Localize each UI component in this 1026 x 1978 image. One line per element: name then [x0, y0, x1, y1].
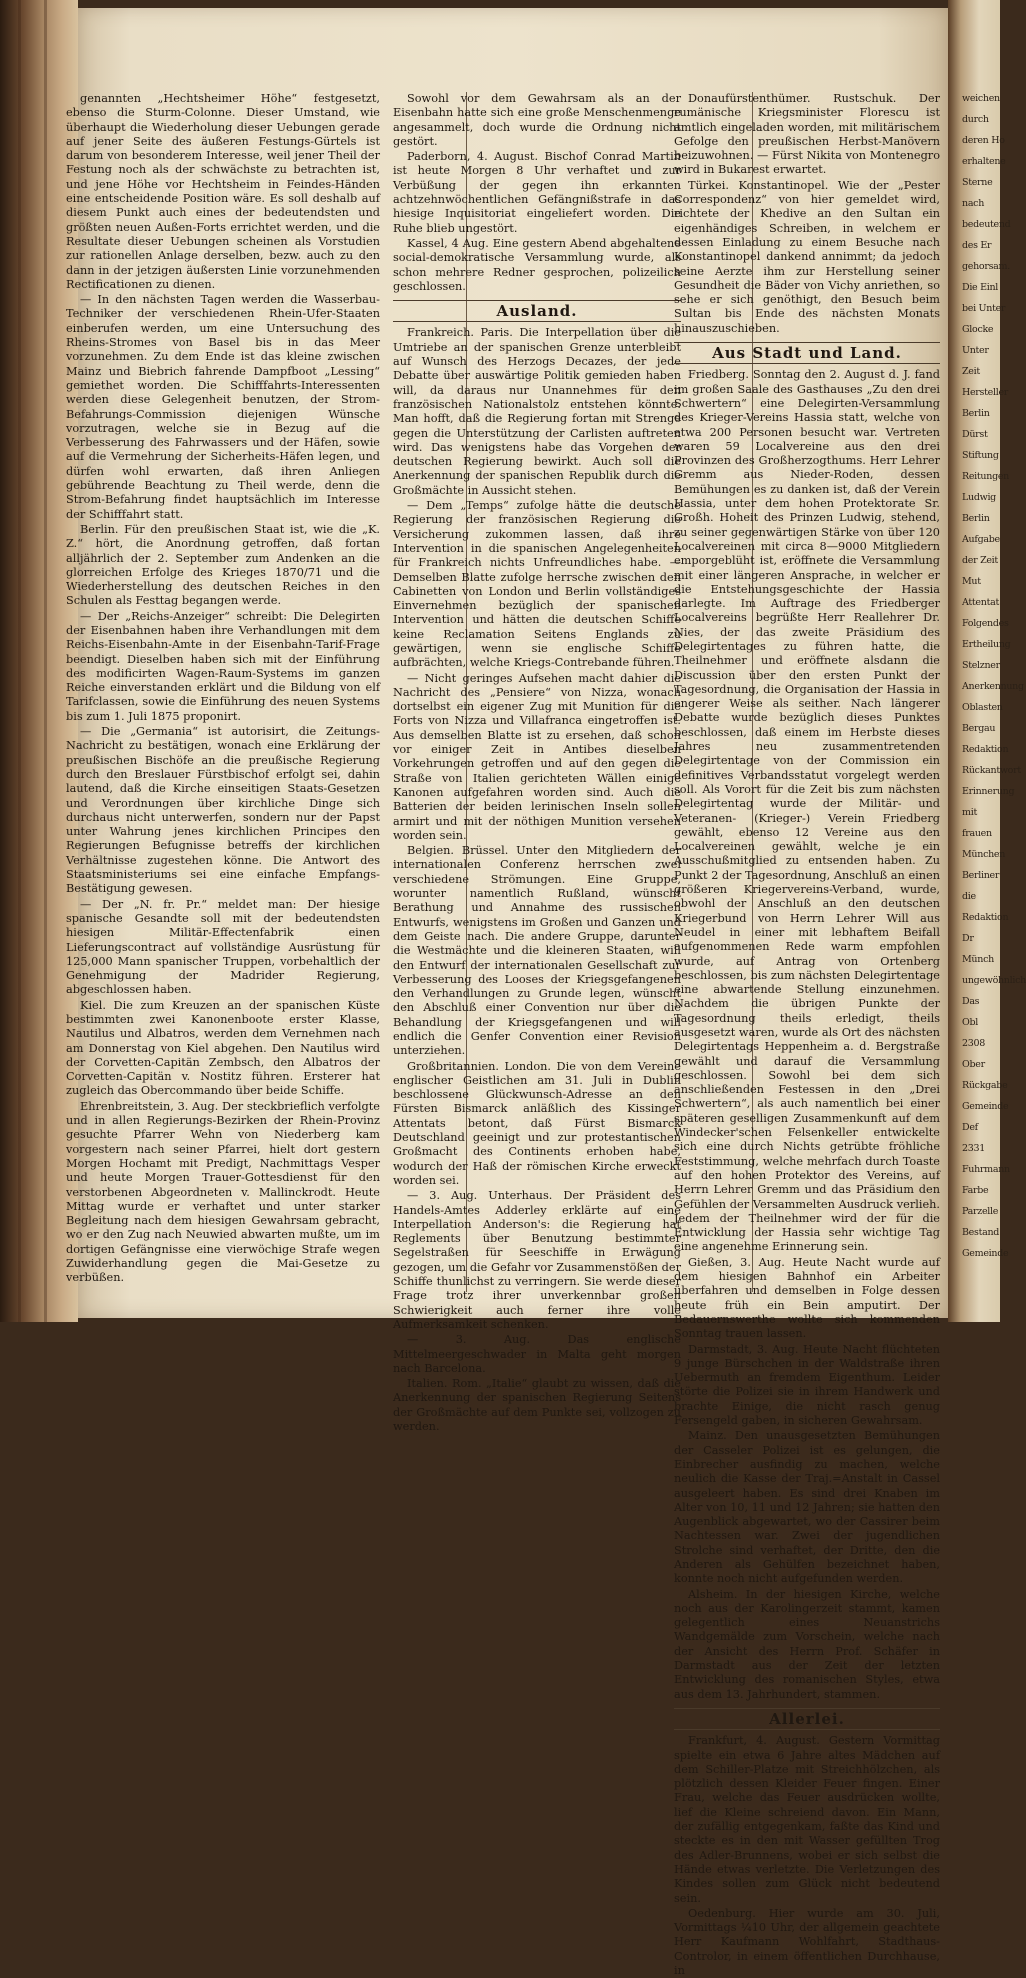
facing-page-fragment: Berliner	[962, 870, 1000, 881]
article-paragraph: genannten „Hechtsheimer Höhe“ festgesetzt, ebenso die Sturm-Colonne. Dieser Umstand, wie überhaupt die Wiederholung dieser Uebungen gerade auf jener Seite des äußeren Festungs-Gürtels ist darum von besonderem Interesse, weil jener Theil der Festung noch als der schwächste zu betrachten ist, und jene Höhe vor Hechtsheim in Feindes-Händen eine entscheidende Position wäre. Es soll deshalb auf diesem Punkt auch eines der bedeutendsten und größten neuen Außen-Forts errichtet werden, und die Resultate dieser Uebungen scheinen als Vorstudien zur rationellen Anlage derselben, bezw. auch zu den dann in der jetzigen äußersten Linie vorzunehmenden Rectificationen zu dienen.	[66, 92, 380, 291]
facing-page-fragment: Bestand	[962, 1227, 1000, 1238]
facing-page-fragment: Redaktion	[962, 912, 1009, 923]
facing-page-fragment: der Zeit	[962, 555, 998, 566]
facing-page-fragment: Dr	[962, 933, 974, 944]
facing-page-fragment: Hersteller	[962, 387, 1009, 398]
article-paragraph: Paderborn, 4. August. Bischof Conrad Martin ist heute Morgen 8 Uhr verhaftet und zur Verbüßung der gegen ihn erkannten achtzehnwöchentlichen Gefängnißstrafe in das hiesige Inquisitoriat eingeliefert worden. Die Ruhe blieb ungestört.	[393, 150, 681, 235]
facing-page-fragment: Bergau	[962, 723, 996, 734]
facing-page-fragment: ungewöhnlich	[962, 975, 1026, 986]
article-paragraph: — 3. Aug. Das englische Mittelmeergeschwader in Malta geht morgen nach Barcelona.	[393, 1333, 681, 1375]
facing-page-fragment: Ertheilung	[962, 639, 1011, 650]
article-paragraph: Frankfurt, 4. August. Gestern Vormittag spielte ein etwa 6 Jahre altes Mädchen auf dem Schiller-Platze mit Streichhölzchen, als plötzlich dessen Kleider Feuer fingen. Einer Frau, welche das Feuer ausdrücken wollte, lief die Kleine schreiend davon. Ein Mann, der zufällig entgegenkam, faßte das Kind und steckte es in den mit Wasser gefüllten Trog des Adler-Brunnens, wobei er sich selbst die Hände etwas verletzte. Die Verletzungen des Kindes sollen zum Glück nicht bedeutend sein.	[674, 1734, 940, 1905]
article-paragraph: Berlin. Für den preußischen Staat ist, wie die „K. Z.“ hört, die Anordnung getroffen, daß fortan alljährlich der 2. September zum Andenken an die glorreichen Erfolge des Krieges 1870/71 und die Wiederherstellung des deutschen Reiches in den Schulen als Festtag begangen werde.	[66, 522, 380, 608]
facing-page-fragment: Mut	[962, 576, 981, 587]
facing-page-fragment: Sterne	[962, 177, 993, 188]
facing-page-fragment: Def	[962, 1122, 978, 1133]
column-right-bottom	[674, 1734, 940, 1978]
article-paragraph: Türkei. Konstantinopel. Wie der „Pester Correspondenz“ von hier gemeldet wird, richtete der Khedive an den Sultan ein eigenhändiges Schreiben, in welchem er dessen Einladung zu einem Besuche nach Konstantinopel dankend annimmt; da jedoch seine Aerzte ihm zur Herstellung seiner Gesundheit die Bäder von Vichy anriethen, so sehe er sich genöthigt, den Besuch beim Sultan bis Ende des nächsten Monats hinauszuschieben.	[674, 178, 940, 335]
facing-page-fragment: weichen	[962, 93, 1000, 104]
facing-page-fragment: Berlin	[962, 513, 990, 524]
article-paragraph: Ehrenbreitstein, 3. Aug. Der steckbrieflich verfolgte und in allen Regierungs-Bezirken der Rhein-Provinz gesuchte Pfarrer Wehn von Niederberg kam vorgestern nach seiner Pfarrei, hielt dort gestern Morgen Hochamt mit Predigt, Nachmittags Vesper und heute Morgen Trauer-Gottesdienst für den verstorbenen Abgeordneten v. Mallinckrodt. Heute Mittag wurde er verhaftet und unter starker Begleitung nach dem hiesigen Gewahrsam gebracht, wo er den Zug nach Neuwied abwarten mußte, um im dortigen Gefängnisse eine vierwöchige Strafe wegen Zuwiderhandlung gegen die Mai-Gesetze zu verbüßen.	[66, 1099, 380, 1285]
facing-page-fragment: Rückgabe	[962, 1080, 1008, 1091]
column-right-mid	[674, 368, 940, 1702]
article-paragraph: — Der „N. fr. Pr.“ meldet man: Der hiesige spanische Gesandte soll mit der bedeutendsten hiesigen Militär-Effectenfabrik einen Lieferungscontract auf vollständige Ausrüstung für 125,000 Mann spanischer Truppen, vorbehaltlich der Genehmigung der Madrider Regierung, abgeschlossen haben.	[66, 897, 380, 997]
article-paragraph: Mainz. Den unausgesetzten Bemühungen der Casseler Polizei ist es gelungen, die Einbrecher ausfindig zu machen, welche neulich die Kasse der Traj.=Anstalt in Cassel ausgeleert haben. Es sind drei Knaben im Alter von 10, 11 und 12 Jahren; sie hatten den Augenblick abgewartet, wo der Cassirer beim Nachtessen war. Zwei der jugendlichen Strolche sind verhaftet, der Dritte, den die Anderen als Gehülfen bezeichnet haben, konnte noch nicht aufgefunden werden.	[674, 1429, 940, 1586]
facing-page-fragment: Berlin	[962, 408, 990, 419]
facing-page-fragment: Erinnerung	[962, 786, 1015, 797]
facing-page-fragment: Reitungen	[962, 471, 1009, 482]
facing-page-fragment: gehorsam.	[962, 261, 1010, 272]
facing-page-fragment: Obl	[962, 1017, 979, 1028]
facing-page-fragment: Gemeinde	[962, 1101, 1009, 1112]
article-paragraph: Donaufürstenthümer. Rustschuk. Der rumänische Kriegsminister Florescu ist amtlich eingeladen worden, mit militärischem Gefolge den preußischen Herbst-Manövern beizuwohnen. — Fürst Nikita von Montenegro wird in Bukarest erwartet.	[674, 92, 940, 177]
column-middle-bottom	[393, 326, 681, 1434]
article-paragraph: Oedenburg. Hier wurde am 30. Juli, Vormittags ¼10 Uhr, der allgemein geachtete Herr Kaufmann Wohlfahrt, Stadthaus-Controlor, in einem öffentlichen Durchhause, in	[674, 1906, 940, 1977]
facing-page-fragment: Aufgabe	[962, 534, 1000, 545]
facing-page-edge	[948, 0, 1026, 1322]
facing-page-fragment: bei Unter	[962, 303, 1006, 314]
facing-page-fragment: bedeutend	[962, 219, 1011, 230]
facing-page-fragment: Rückantwort	[962, 765, 1021, 776]
section-heading-stadt-land: Aus Stadt und Land.	[674, 342, 940, 364]
article-paragraph: — Dem „Temps“ zufolge hätte die deutsche Regierung der französischen Regierung die Versicherung zukommen lassen, daß ihre Intervention in die spanischen Angelegenheiten für Frankreich nichts Unfreundliches habe. — Demselben Blatte zufolge herrsche zwischen den Cabinetten von London und Berlin vollständiges Einvernehmen bezüglich der spanischen Intervention und hätten die deutschen Schiffe keine Reclamation Seitens Englands zu gewärtigen, wenn sie englische Schiffe aufbrächten, welche Kriegs-Contrebande führen.	[393, 499, 681, 670]
facing-page-fragment: Gemeinde	[962, 1248, 1009, 1259]
facing-page-fragment: Münch	[962, 954, 994, 965]
facing-page-fragment: Oblasten	[962, 702, 1003, 713]
column-middle	[393, 92, 681, 1434]
facing-page-fragment: Folgendes	[962, 618, 1009, 629]
facing-page-fragment: Stiftung	[962, 450, 999, 461]
facing-page-fragment: mit	[962, 807, 977, 818]
article-paragraph: — Die „Germania“ ist autorisirt, die Zeitungs-Nachricht zu bestätigen, wonach eine Erklärung der preußischen Bischöfe an die preußische Regierung durch den Breslauer Fürstbischof erfolgt sei, dahin lautend, daß die Kirche einseitigen Staats-Gesetzen und Verordnungen über kirchliche Dinge sich durchaus nicht unterwerfen, sondern nur der Papst unter Wahrung jenes kirchlichen Principes den Regierungen Befugnisse betreffs der kirchlichen Verhältnisse zugestehen könne. Die Antwort des Staatsministeriums sei eine einfache Empfangs-Bestätigung gewesen.	[66, 725, 380, 896]
facing-page-fragment: 2308	[962, 1038, 985, 1049]
article-paragraph: — Nicht geringes Aufsehen macht dahier die Nachricht des „Pensiere“ von Nizza, wonach dortselbst ein eigener Zug mit Munition für die Forts von Nizza und Villafranca eingetroffen ist. Aus demselben Blatte ist zu ersehen, daß schon vor einiger Zeit in Antibes dieselben Vorkehrungen getroffen und auf den gegen die Straße von Italien gerichteten Wällen einige Kanonen aufgefahren worden sind. Auch die Batterien der beiden lerinischen Inseln sollen armirt und mit der nöthigen Munition versehen worden sein.	[393, 671, 681, 842]
section-heading-allerlei: Allerlei.	[674, 1708, 940, 1730]
facing-page-fragment: frauen	[962, 828, 992, 839]
facing-page-fragment: die	[962, 891, 976, 902]
facing-page-fragment: Ober	[962, 1059, 985, 1070]
facing-page-fragment: Farbe	[962, 1185, 989, 1196]
facing-page-fragment: 2331	[962, 1143, 985, 1154]
article-paragraph: Belgien. Brüssel. Unter den Mitgliedern der internationalen Conferenz herrschen zwei verschiedene Strömungen. Eine Gruppe, worunter namentlich Rußland, wünscht Berathung und Annahme des russischen Entwurfs, wenigstens im Großen und Ganzen und dem Geiste nach. Die andere Gruppe, darunter die Westmächte und die kleineren Staaten, will den Entwurf der internationalen Gesellschaft zur Verbesserung des Looses der Kriegsgefangenen den Verhandlungen zu Grunde legen, wünscht den Abschluß einer Convention nur über die Behandlung der Kriegsgefangenen und will endlich die Genfer Convention einer Revision unterziehen.	[393, 844, 681, 1058]
facing-page-fragment: Attentat	[962, 597, 999, 608]
column-right	[674, 92, 940, 1977]
facing-page-fragment: München	[962, 849, 1006, 860]
article-paragraph: Alsheim. In der hiesigen Kirche, welche noch aus der Karolingerzeit stammt, kamen gelegentlich eines Neuanstrichs Wandgemälde zum Vorschein, welche nach der Ansicht des Herrn Prof. Schäfer in Darmstadt aus der Zeit der letzten Entwicklung des romanischen Styles, etwa aus dem 13. Jahrhundert, stammen.	[674, 1587, 940, 1701]
article-paragraph: Friedberg. Sonntag den 2. August d. J. fand im großen Saale des Gasthauses „Zu den drei Schwertern“ eine Delegirten-Versammlung des Krieger-Vereins Hassia statt, welche von etwa 200 Personen besucht war. Vertreten waren 59 Localvereine aus den drei Provinzen des Großherzogthums. Herr Lehrer Gremm aus Nieder-Roden, dessen Bemühungen es zu danken ist, daß der Verein Hassia, unter dem hohen Protektorate Sr. Großh. Hoheit des Prinzen Ludwig, stehend, zu seiner gegenwärtigen Stärke von über 120 Localvereinen mit circa 8—9000 Mitgliedern emporgeblüht ist, eröffnete die Versammlung mit einer längeren Ansprache, in welcher er die Entstehungsgeschichte der Hassia darlegte. Im Auftrage des Friedberger Localvereins begrüßte Herr Reallehrer Dr. Nies, der das zweite Präsidium des Delegirtentages zu führen hatte, die Theilnehmer und eröffnete alsdann die Discussion über den ersten Punkt der Tagesordnung, die Organisation der Hassia in engerer Weise als seither. Nach längerer Debatte wurde bezüglich dieses Punktes beschlossen, daß einem im Herbste dieses Jahres neu zusammentretenden Delegirtentage von der Commission ein definitives Verbandsstatut vorgelegt werden soll. Als Vorort für die Zeit bis zum nächsten Delegirtentag wurde der Militär- und Veteranen- (Krieger-) Verein Friedberg gewählt, ebenso 12 Vereine aus den Localvereinen gewählt, welche je ein Ausschußmitglied zu entsenden haben. Zu Punkt 2 der Tagesordnung, Anschluß an einen größeren Kriegervereins-Verband, wurde, obwohl der Anschluß an den deutschen Kriegerbund von Herrn Lehrer Will aus Neudel in einer mit lebhaftem Beifall aufgenommenen Rede warm empfohlen wurde, auf Antrag von Ortenberg beschlossen, bis zum nächsten Delegirtentage eine abwartende Stellung einzunehmen. Nachdem die übrigen Punkte der Tagesordnung theils erledigt, theils ausgesetzt waren, wurde als Ort des nächsten Delegirtentags Heppenheim a. d. Bergstraße gewählt und darauf die Versammlung geschlossen. Sowohl bei dem sich anschließenden Festessen in den „Drei Schwertern“, als auch namentlich bei einer späteren geselligen Zusammenkunft auf dem Windecker'schen Felsenkeller entwickelte sich eine durch Nichts getrübte fröhliche Feststimmung, welche mehrfach durch Toaste auf den hohen Protektor des Vereins, auf Herrn Lehrer Gremm und das Präsidium den Gefühlen der Versammelten Ausdruck verlieh. Jedem der Theilnehmer wird der für die Entwicklung der Hassia sehr wichtige Tag eine angenehme Erinnerung sein.	[674, 368, 940, 1254]
facing-page-fragment: Parzelle	[962, 1206, 999, 1217]
facing-page-fragment: Das	[962, 996, 980, 1007]
column-right-top	[674, 92, 940, 336]
article-paragraph: Sowohl vor dem Gewahrsam als an der Eisenbahn hatte sich eine große Menschenmenge angesammelt, doch wurde die Ordnung nicht gestört.	[393, 92, 681, 148]
article-paragraph: Kiel. Die zum Kreuzen an der spanischen Küste bestimmten zwei Kanonenboote erster Klasse, Nautilus und Albatros, werden dem Vernehmen nach am Donnerstag von Kiel abgehen. Den Nautilus wird der Corvetten-Capitän Zembsch, den Albatros der Corvetten-Capitän v. Nostitz führen. Ersterer hat zugleich das Obercommando über beide Schiffe.	[66, 998, 380, 1098]
facing-page-fragment: Redaktion	[962, 744, 1009, 755]
article-paragraph: Kassel, 4 Aug. Eine gestern Abend abgehaltene social-demokratische Versammlung wurde, als schon mehrere Redner gesprochen, polizeilich geschlossen.	[393, 236, 681, 293]
facing-page-fragment: Fuhrmann	[962, 1164, 1010, 1175]
article-paragraph: Italien. Rom. „Italie“ glaubt zu wissen, daß die Anerkennung der spanischen Regierung Seitens der Großmächte auf dem Punkte sei, vollzogen zu werden.	[393, 1377, 681, 1434]
facing-page-fragment: Dürst	[962, 429, 988, 440]
section-heading-ausland: Ausland.	[393, 300, 681, 322]
facing-page-fragment: Glocke	[962, 324, 994, 335]
facing-page-fragment: Stelzner	[962, 660, 1000, 671]
facing-page-fragment: erhaltene	[962, 156, 1006, 167]
article-paragraph: Großbritannien. London. Die von dem Vereine englischer Geistlichen am 31. Juli in Dublin beschlossene Glückwunsch-Adresse an den Fürsten Bismarck anläßlich des Kissinger Attentats betont, daß Fürst Bismarck Deutschland geeinigt und zur protestantischen Großmacht des Continents erhoben habe, wodurch der Haß der römischen Kirche erweckt worden sei.	[393, 1059, 681, 1187]
article-paragraph: Darmstadt, 3. Aug. Heute Nacht flüchteten 9 junge Bürschchen in der Waldstraße ihren Uebermuth an fremdem Eigenthum. Leider störte die Polizei sie in ihrem Handwerk und brachte Einige, die nicht rasch genug Fersengeld gaben, in sicheren Gewahrsam.	[674, 1342, 940, 1428]
facing-page-fragment: Unter	[962, 345, 989, 356]
column-left	[66, 92, 380, 1297]
article-paragraph: — Der „Reichs-Anzeiger“ schreibt: Die Delegirten der Eisenbahnen haben ihre Verhandlungen mit dem Reichs-Eisenbahn-Amte in der Eisenbahn-Tarif-Frage beendigt. Dieselben haben sich mit der Einführung des modificirten Wagen-Raum-Systems im ganzen Reiche einverstanden erklärt und die Bildung von elf Tarifclassen, sowie die Einführung des neuen Systems bis zum 1. Juli 1875 proponirt.	[66, 609, 380, 723]
facing-page-fragment: Zeit	[962, 366, 980, 377]
article-paragraph: — 3. Aug. Unterhaus. Der Präsident des Handels-Amtes Adderley erklärte auf eine Interpellation Anderson's: die Regierung hat Reglements über Benutzung bestimmter Segelstraßen für Seeschiffe in Erwägung gezogen, um die Gefahr vor Zusammenstößen der Schiffe thunlichst zu verringern. Sie werde dieser Frage trotz ihrer unverkennbar großen Schwierigkeit auch ferner ihre volle Aufmerksamkeit schenken.	[393, 1189, 681, 1331]
article-paragraph: — In den nächsten Tagen werden die Wasserbau-Techniker der verschiedenen Rhein-Ufer-Staaten einberufen werden, um eine Untersuchung des Rheins-Stromes von Basel bis in das Meer vorzunehmen. Zu dem Ende ist das kleine zwischen Mainz und Biebrich fahrende Dampfboot „Lessing“ gemiethet worden. Die Schifffahrts-Interessenten werden diese Gelegenheit benutzen, der Strom-Befahrungs-Commission diejenigen Wünsche vorzutragen, welche sie in Bezug auf die Verbesserung des Fahrwassers und der Häfen, sowie auf die Vermehrung der Sicherheits-Häfen legen, und dürfen wohl erwarten, daß ihren Anliegen gebührende Beachtung zu Theil werde, denn die Strom-Befahrung findet hauptsächlich im Interesse der Schifffahrt statt.	[66, 293, 380, 521]
column-middle-top	[393, 92, 681, 294]
binding-fold	[44, 0, 47, 1322]
facing-page-fragment: Die Einl	[962, 282, 999, 293]
facing-page-fragment: durch	[962, 114, 989, 125]
facing-page-fragment: Ludwig	[962, 492, 996, 503]
article-paragraph: Gießen, 3. Aug. Heute Nacht wurde auf dem hiesigen Bahnhof ein Arbeiter überfahren und demselben in Folge dessen heute früh ein Bein amputirt. Der Bedauernswerthe wollte sich kommenden Sonntag trauen lassen.	[674, 1255, 940, 1341]
binding-fold	[18, 0, 21, 1322]
facing-page-fragment: Anerkennung	[962, 681, 1024, 692]
facing-page-fragment: nach	[962, 198, 985, 209]
article-paragraph: Frankreich. Paris. Die Interpellation über die Umtriebe an der spanischen Grenze unterbleibt auf Wunsch des Herzogs Decazes, der jede Debatte über auswärtige Politik gemieden haben will, da daraus nur Unannehmes für den französischen Nationalstolz entstehen könnte. Man hofft, daß die Regierung fortan mit Strenge gegen die Unterstützung der Carlisten auftreten wird. Das wenigstens habe das Vorgehen der deutschen Regierung bewirkt. Auch soll die Anerkennung der spanischen Republik durch die Großmächte in Aussicht stehen.	[393, 326, 681, 497]
facing-page-fragment: deren Ho	[962, 135, 1005, 146]
facing-page-fragment: des Er	[962, 240, 992, 251]
